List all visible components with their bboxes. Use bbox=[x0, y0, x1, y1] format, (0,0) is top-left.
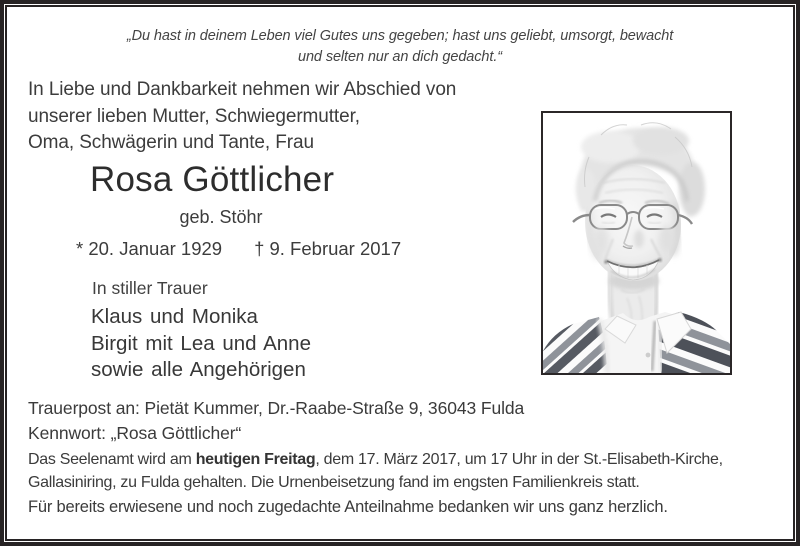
quote-line-2: und selten nur an dich gedacht.“ bbox=[298, 49, 502, 65]
memorial-quote bbox=[0, 26, 800, 68]
service-text-after: , dem 17. März 2017, um 17 Uhr in der St.-Elisabeth-Kirche, Gallasiniring, zu Fulda gehalten. Die Urnenbeisetzung fand im engsten Familienkreis statt. bbox=[28, 451, 723, 491]
portrait-photo bbox=[541, 111, 732, 375]
intro-line-3: Oma, Schwägerin und Tante, Frau bbox=[28, 132, 314, 153]
quote-line-1: „Du hast in deinem Leben viel Gutes uns gegeben; hast uns geliebt, umsorgt, bewacht bbox=[126, 28, 674, 44]
deceased-name: Rosa Göttlicher bbox=[90, 160, 335, 199]
birth-date: * 20. Januar 1929 bbox=[76, 238, 223, 259]
mourners-list bbox=[91, 304, 311, 384]
death-date: † 9. Februar 2017 bbox=[254, 238, 402, 259]
service-highlight: heutigen Freitag bbox=[195, 451, 316, 468]
intro-line-1: In Liebe und Dankbarkeit nehmen wir Abschied von bbox=[28, 79, 457, 100]
service-announcement bbox=[28, 448, 786, 494]
thanks-line: Für bereits erwiesene und noch zugedachte Anteilnahme bedanken wir uns ganz herzlich. bbox=[28, 498, 668, 516]
maiden-name: geb. Stöhr bbox=[179, 207, 263, 227]
mourner-line-1: Klaus und Monika bbox=[91, 305, 258, 328]
contact-block bbox=[28, 396, 524, 445]
intro-line-2: unserer lieben Mutter, Schwiegermutter, bbox=[28, 105, 360, 127]
mourner-line-3: sowie alle Angehörigen bbox=[91, 358, 306, 381]
intro-text bbox=[28, 77, 456, 157]
mourning-label: In stiller Trauer bbox=[92, 278, 208, 298]
mourner-line-2: Birgit mit Lea und Anne bbox=[91, 331, 311, 355]
service-text-before: Das Seelenamt wird am bbox=[28, 451, 196, 468]
portrait-image bbox=[543, 113, 730, 373]
postal-address-line: Trauerpost an: Pietät Kummer, Dr.-Raabe-Straße 9, 36043 Fulda bbox=[28, 398, 525, 418]
keyword-line: Kennwort: „Rosa Göttlicher“ bbox=[28, 422, 242, 443]
life-dates bbox=[76, 238, 401, 260]
